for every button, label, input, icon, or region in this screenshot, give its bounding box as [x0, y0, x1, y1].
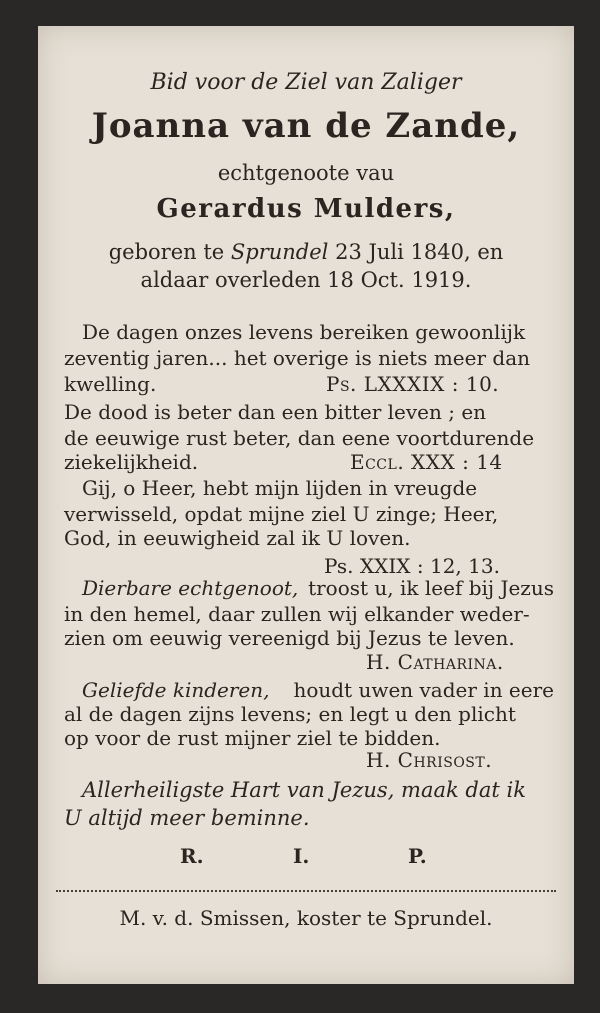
rip-i: I.: [293, 844, 310, 868]
verse3-ref: Ps. XXIX : 12, 13.: [324, 554, 500, 578]
spouse-name: Gerardus Mulders,: [156, 194, 456, 224]
verse5-line3: op voor de rust mijner ziel te bidden.: [64, 726, 441, 750]
verse5-lead: Geliefde kinderen,: [82, 678, 270, 702]
rip-r: R.: [180, 844, 204, 868]
dotted-separator: [56, 890, 556, 892]
verse1-line2: zeventig jaren... het overige is niets meer dan: [64, 346, 531, 370]
verse1-ref: Ps. LXXXIX : 10.: [326, 372, 500, 396]
verse4-line1: [82, 576, 554, 600]
verse3-line1: Gij, o Heer, hebt mijn lijden in vreugde: [82, 476, 478, 500]
spouse-intro: echtgenoote vau: [217, 161, 395, 185]
printer-line: M. v. d. Smissen, koster te Sprundel.: [119, 906, 493, 930]
verse4-line2: in den hemel, daar zullen wij elkander weder-: [64, 602, 530, 626]
deceased-name: Joanna van de Zande,: [91, 106, 521, 146]
verse3-line3: God, in eeuwigheid zal ik U loven.: [64, 526, 411, 550]
verse1-last: kwelling.: [64, 372, 157, 396]
birth-text: geboren te: [108, 240, 225, 264]
verse3-line2: verwisseld, opdat mijne ziel U zinge; Heer,: [64, 502, 499, 526]
verse2-ref: Eccl. XXX : 14: [350, 450, 503, 474]
verse5-line2: al de dagen zijns levens; en legt u den plicht: [64, 702, 516, 726]
closing-line1: Allerheiligste Hart van Jezus, maak dat ik: [82, 778, 526, 802]
verse4-line3: zien om eeuwig vereenigd bij Jezus te leven.: [64, 626, 515, 650]
rip-p: P.: [408, 844, 427, 868]
verse2-last: ziekelijkheid.: [64, 450, 199, 474]
verse2-line1: De dood is beter dan een bitter leven ; en: [64, 400, 487, 424]
verse4-lead-rest: troost u, ik leef bij Jezus: [308, 576, 554, 600]
verse1-line1: De dagen onzes levens bereiken gewoonlijk: [82, 320, 526, 344]
prayer-line: Bid voor de Ziel van Zaliger: [150, 70, 462, 95]
birth-date: 23 Juli 1840, en: [335, 240, 504, 264]
verse4-lead: Dierbare echtgenoot,: [82, 576, 299, 600]
death-line: aldaar overleden 18 Oct. 1919.: [140, 268, 472, 292]
verse5-line1: [82, 678, 554, 702]
verse2-line2: de eeuwige rust beter, dan eene voortdurende: [64, 426, 535, 450]
closing-line2: U altijd meer beminne.: [64, 806, 310, 830]
verse5-ref: H. Chrisost.: [366, 748, 493, 772]
verse4-ref: H. Catharina.: [366, 650, 504, 674]
birth-place: Sprundel: [230, 240, 329, 264]
memorial-card: [38, 26, 574, 984]
verse5-lead-rest: houdt uwen vader in eere: [293, 678, 554, 702]
birth-line: [38, 240, 574, 264]
